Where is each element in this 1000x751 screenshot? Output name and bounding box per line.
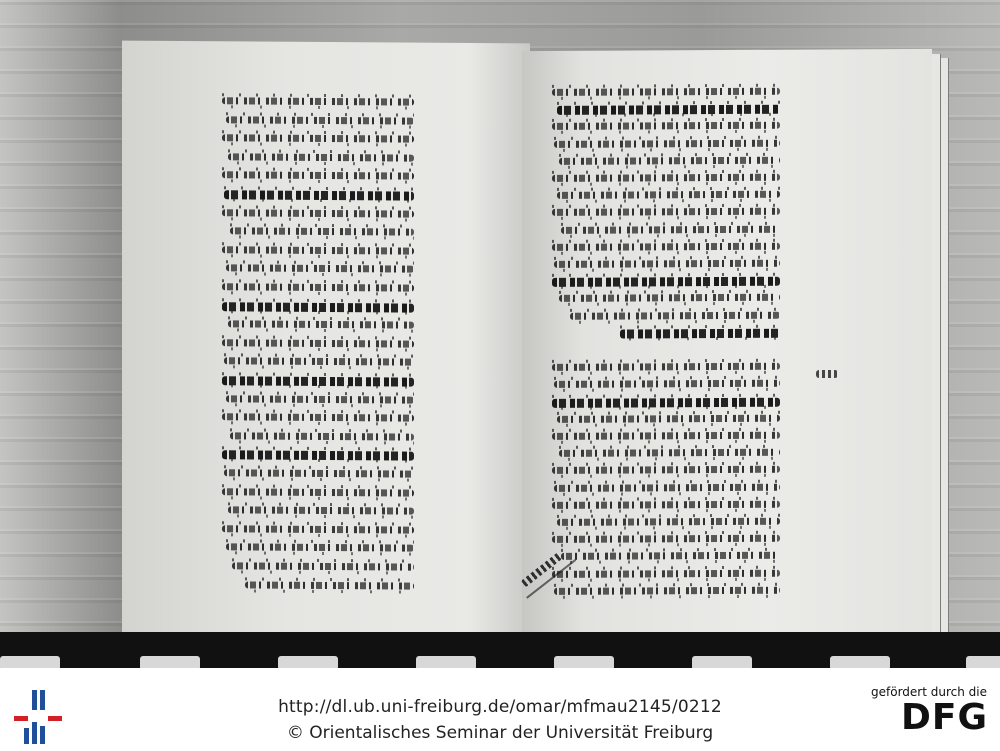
manuscript-text-line bbox=[552, 225, 780, 233]
handwritten-script bbox=[570, 311, 780, 319]
film-perforation bbox=[830, 656, 890, 668]
handwritten-script bbox=[222, 339, 414, 347]
handwritten-script bbox=[226, 116, 414, 124]
handwritten-script bbox=[224, 469, 414, 477]
manuscript-text-line bbox=[222, 506, 414, 514]
manuscript-text-line bbox=[552, 139, 780, 147]
handwritten-script bbox=[222, 451, 414, 461]
handwritten-script bbox=[226, 395, 414, 403]
manuscript-text-line bbox=[552, 569, 780, 577]
manuscript-text-line bbox=[222, 209, 414, 217]
manuscript-text-line bbox=[552, 329, 780, 337]
document-url[interactable]: http://dl.ub.uni-freiburg.de/omar/mfmau2145/0212 bbox=[278, 697, 722, 717]
manuscript-text-line bbox=[222, 544, 414, 552]
manuscript-text-line bbox=[222, 339, 414, 347]
manuscript-right-page bbox=[522, 49, 932, 657]
film-perforation bbox=[140, 656, 200, 668]
manuscript-text-line bbox=[552, 122, 780, 130]
viewer-footer bbox=[0, 668, 1000, 751]
manuscript-text-line bbox=[222, 302, 414, 310]
handwritten-script bbox=[552, 277, 780, 287]
handwritten-script bbox=[245, 581, 414, 589]
manuscript-text-line bbox=[222, 153, 414, 161]
handwritten-script bbox=[552, 397, 780, 407]
manuscript-text-line bbox=[222, 190, 414, 198]
handwritten-script bbox=[557, 518, 780, 526]
manuscript-text-line bbox=[552, 552, 780, 560]
handwritten-script bbox=[559, 449, 780, 457]
manuscript-text-line bbox=[222, 432, 414, 440]
handwritten-script bbox=[230, 432, 414, 440]
manuscript-text-line bbox=[552, 208, 780, 216]
handwritten-script bbox=[620, 329, 780, 339]
manuscript-text-line bbox=[222, 172, 414, 180]
handwritten-script bbox=[222, 376, 414, 386]
manuscript-text-line bbox=[552, 501, 780, 509]
film-perforation bbox=[692, 656, 752, 668]
film-perforation bbox=[416, 656, 476, 668]
manuscript-text-line bbox=[552, 174, 780, 182]
manuscript-text-line bbox=[222, 413, 414, 421]
handwritten-script bbox=[230, 228, 414, 236]
manuscript-text-line bbox=[552, 243, 780, 251]
film-perforation bbox=[966, 656, 1000, 668]
manuscript-text-line bbox=[552, 415, 780, 423]
manuscript-text-line bbox=[552, 535, 780, 543]
handwritten-script bbox=[557, 191, 780, 199]
manuscript-text-line bbox=[552, 363, 780, 371]
handwritten-script bbox=[552, 501, 780, 509]
manuscript-text-line bbox=[552, 466, 780, 474]
handwritten-script bbox=[222, 302, 414, 312]
manuscript-text-line bbox=[222, 97, 414, 105]
manuscript-text-line bbox=[552, 277, 780, 285]
manuscript-text-line bbox=[552, 449, 780, 457]
film-perforation bbox=[554, 656, 614, 668]
manuscript-text-line bbox=[552, 587, 780, 595]
handwritten-script bbox=[224, 358, 414, 366]
film-perforation bbox=[278, 656, 338, 668]
handwritten-script bbox=[554, 139, 780, 147]
handwritten-script bbox=[222, 97, 414, 105]
handwritten-script bbox=[222, 134, 414, 142]
manuscript-text-line bbox=[222, 451, 414, 459]
handwritten-script bbox=[228, 507, 414, 515]
handwritten-script bbox=[554, 483, 780, 491]
manuscript-text-line bbox=[552, 346, 780, 354]
handwritten-script bbox=[554, 380, 780, 388]
manuscript-text-line bbox=[552, 397, 780, 405]
manuscript-text-line bbox=[222, 116, 414, 124]
handwritten-script bbox=[561, 225, 780, 233]
manuscript-text-line bbox=[222, 395, 414, 403]
handwritten-script bbox=[552, 174, 780, 182]
handwritten-script bbox=[226, 265, 414, 273]
handwritten-script bbox=[222, 246, 414, 254]
handwritten-script bbox=[552, 466, 780, 474]
handwritten-script bbox=[222, 488, 414, 496]
manuscript-text-line bbox=[552, 518, 780, 526]
manuscript-text-line bbox=[222, 134, 414, 142]
handwritten-script bbox=[222, 283, 414, 291]
handwritten-script bbox=[554, 587, 780, 595]
left-page-text-block bbox=[222, 97, 414, 618]
manuscript-text-line bbox=[222, 320, 414, 328]
handwritten-script bbox=[222, 172, 414, 180]
handwritten-script bbox=[559, 157, 780, 165]
handwritten-script bbox=[228, 321, 414, 329]
handwritten-script bbox=[552, 569, 780, 577]
manuscript-text-line bbox=[222, 376, 414, 384]
handwritten-script bbox=[232, 562, 414, 570]
handwritten-script bbox=[554, 260, 780, 268]
right-page-text-block bbox=[552, 88, 780, 609]
handwritten-script bbox=[224, 190, 414, 200]
handwritten-script bbox=[552, 432, 780, 440]
handwritten-script bbox=[557, 415, 780, 423]
film-perforation bbox=[0, 656, 60, 668]
handwritten-script bbox=[552, 363, 780, 371]
handwritten-script bbox=[557, 105, 780, 115]
manuscript-text-line bbox=[552, 191, 780, 199]
manuscript-text-line bbox=[552, 483, 780, 491]
manuscript-text-line bbox=[222, 227, 414, 235]
margin-annotation bbox=[816, 370, 838, 378]
handwritten-script bbox=[222, 209, 414, 217]
manuscript-text-line bbox=[552, 157, 780, 165]
manuscript-text-line bbox=[552, 88, 780, 96]
handwritten-script bbox=[228, 153, 414, 161]
manuscript-text-line bbox=[552, 294, 780, 302]
manuscript-text-line bbox=[222, 581, 414, 589]
manuscript-text-line bbox=[552, 380, 780, 388]
handwritten-script bbox=[552, 122, 780, 130]
handwritten-script bbox=[226, 544, 414, 552]
manuscript-text-line bbox=[552, 311, 780, 319]
manuscript-text-line bbox=[552, 105, 780, 113]
manuscript-text-line bbox=[222, 246, 414, 254]
handwritten-script bbox=[552, 535, 780, 543]
manuscript-text-line bbox=[222, 525, 414, 533]
manuscript-text-line bbox=[552, 260, 780, 268]
handwritten-script bbox=[222, 413, 414, 421]
manuscript-text-line bbox=[222, 469, 414, 477]
copyright-credit: © Orientalisches Seminar der Universität Freiburg bbox=[286, 723, 714, 743]
manuscript-text-line bbox=[552, 432, 780, 440]
manuscript-text-line bbox=[222, 358, 414, 366]
handwritten-script bbox=[552, 88, 780, 96]
manuscript-text-line bbox=[222, 265, 414, 273]
funding-caption: gefördert durch die bbox=[871, 685, 987, 699]
dfg-logo: DFG bbox=[900, 697, 988, 738]
manuscript-text-line bbox=[222, 488, 414, 496]
handwritten-script bbox=[222, 525, 414, 533]
handwritten-script bbox=[561, 552, 780, 560]
handwritten-script bbox=[559, 294, 780, 302]
handwritten-script bbox=[552, 208, 780, 216]
manuscript-text-line bbox=[222, 283, 414, 291]
manuscript-left-page bbox=[122, 41, 530, 640]
manuscript-text-line bbox=[222, 562, 414, 570]
handwritten-script bbox=[552, 243, 780, 251]
